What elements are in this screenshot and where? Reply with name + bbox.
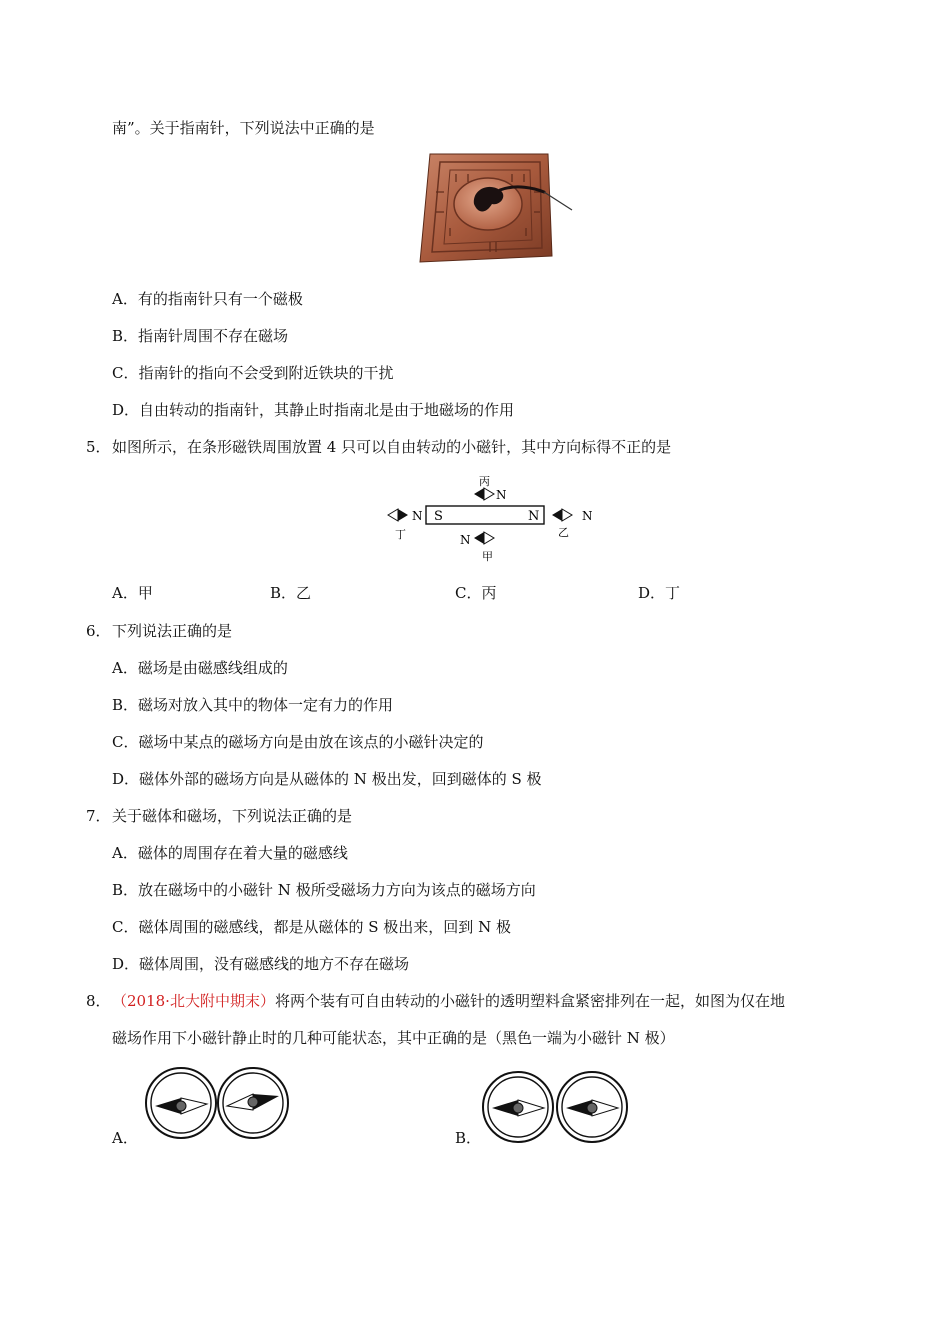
bar-magnet-diagram bbox=[380, 472, 600, 564]
option-text: 乙 bbox=[296, 584, 312, 602]
option-label: B． bbox=[112, 881, 139, 899]
compass-box bbox=[146, 1068, 216, 1138]
option-text: 磁场中某点的磁场方向是由放在该点的小磁针决定的 bbox=[138, 733, 484, 751]
q6-option-c bbox=[112, 732, 484, 752]
option-label: C． bbox=[112, 733, 139, 751]
option-label: A． bbox=[112, 659, 138, 677]
q6-stem: 下列说法正确的是 bbox=[112, 622, 233, 640]
q8-stem-line1 bbox=[112, 991, 785, 1011]
q4-option-b bbox=[112, 326, 288, 346]
compass-box bbox=[483, 1072, 553, 1142]
needle-n-bing: N bbox=[496, 488, 507, 502]
needle-n-yi: N bbox=[582, 509, 593, 523]
option-label: A． bbox=[112, 290, 138, 308]
q8-number: 8． bbox=[86, 992, 111, 1010]
needle-n-jia: N bbox=[460, 533, 471, 547]
q7-option-b bbox=[112, 880, 536, 900]
option-label: B． bbox=[112, 696, 139, 714]
option-text: 丁 bbox=[665, 584, 681, 602]
q8-option-b-figure bbox=[482, 1070, 630, 1144]
q7-stem: 关于磁体和磁场，下列说法正确的是 bbox=[112, 807, 353, 825]
q6-option-d bbox=[112, 769, 542, 789]
q5-number: 5． bbox=[86, 438, 111, 456]
q8-option-b-label: B． bbox=[455, 1129, 482, 1147]
option-text: 磁场对放入其中的物体一定有力的作用 bbox=[138, 696, 394, 714]
option-text: 丙 bbox=[481, 584, 497, 602]
q5-option-d bbox=[638, 583, 680, 603]
option-label: A． bbox=[112, 584, 138, 602]
needle-label-ding: 丁 bbox=[395, 528, 406, 541]
q6-option-b bbox=[112, 695, 393, 715]
option-text: 指南针的指向不会受到附近铁块的干扰 bbox=[138, 364, 394, 382]
option-text: 自由转动的指南针，其静止时指南北是由于地磁场的作用 bbox=[139, 401, 515, 419]
needle-ding bbox=[388, 509, 408, 521]
compass-box bbox=[557, 1072, 627, 1142]
needle-n-ding: N bbox=[412, 509, 423, 523]
option-text: 磁体外部的磁场方向是从磁体的 N 极出发，回到磁体的 S 极 bbox=[139, 770, 542, 788]
magnet-s-pole: S bbox=[434, 509, 443, 524]
magnet-n-pole: N bbox=[528, 509, 540, 524]
option-label: B． bbox=[112, 327, 139, 345]
option-label: C． bbox=[455, 584, 482, 602]
q4-option-c bbox=[112, 363, 394, 383]
q7-option-a bbox=[112, 843, 348, 863]
needle-label-bing: 丙 bbox=[479, 475, 490, 488]
option-label: C． bbox=[112, 918, 139, 936]
option-text: 磁体周围的磁感线，都是从磁体的 S 极出来，回到 N 极 bbox=[138, 918, 511, 936]
q7-number: 7． bbox=[86, 807, 111, 825]
option-text: 放在磁场中的小磁针 N 极所受磁场力方向为该点的磁场方向 bbox=[138, 881, 536, 899]
q6-option-a bbox=[112, 658, 288, 678]
sinan-compass-image bbox=[416, 152, 576, 264]
needle-jia bbox=[474, 532, 494, 544]
q6-number: 6． bbox=[86, 622, 111, 640]
compass-box bbox=[218, 1068, 288, 1138]
q8-option-a-figure bbox=[144, 1066, 294, 1140]
q8-source: （2018·北大附中期末） bbox=[112, 992, 275, 1010]
option-text: 磁体周围，没有磁感线的地方不存在磁场 bbox=[139, 955, 410, 973]
option-label: C． bbox=[112, 364, 139, 382]
q4-option-a bbox=[112, 289, 303, 309]
q8-stem-text1: 将两个装有可自由转动的小磁针的透明塑料盒紧密排列在一起，如图为仅在地 bbox=[274, 992, 785, 1010]
q8-stem-line2: 磁场作用下小磁针静止时的几种可能状态，其中正确的是（黑色一端为小磁针 N 极） bbox=[112, 1029, 675, 1047]
q5-stem: 如图所示，在条形磁铁周围放置 4 只可以自由转动的小磁针，其中方向标得不正的是 bbox=[112, 438, 672, 456]
option-text: 甲 bbox=[137, 584, 153, 602]
q4-option-d bbox=[112, 400, 514, 420]
q7-option-c bbox=[112, 917, 511, 937]
bar-magnet bbox=[426, 506, 544, 524]
option-label: A． bbox=[112, 844, 138, 862]
option-label: D． bbox=[112, 955, 140, 973]
q4-stem-tail: 南”。关于指南针，下列说法中正确的是 bbox=[112, 119, 375, 137]
option-label: B． bbox=[270, 584, 297, 602]
option-text: 磁场是由磁感线组成的 bbox=[137, 659, 288, 677]
needle-label-jia: 甲 bbox=[482, 550, 493, 563]
q7-option-d bbox=[112, 954, 409, 974]
option-label: D． bbox=[112, 401, 140, 419]
option-text: 磁体的周围存在着大量的磁感线 bbox=[137, 844, 348, 862]
needle-bing bbox=[474, 488, 494, 500]
q5-option-b bbox=[270, 583, 311, 603]
option-text: 有的指南针只有一个磁极 bbox=[137, 290, 303, 308]
needle-label-yi: 乙 bbox=[558, 526, 569, 539]
q5-option-c bbox=[455, 583, 497, 603]
q8-option-a-label: A． bbox=[112, 1129, 138, 1147]
needle-yi bbox=[552, 509, 572, 521]
option-label: D． bbox=[112, 770, 140, 788]
option-text: 指南针周围不存在磁场 bbox=[138, 327, 289, 345]
q5-option-a bbox=[112, 583, 153, 603]
option-label: D． bbox=[638, 584, 666, 602]
